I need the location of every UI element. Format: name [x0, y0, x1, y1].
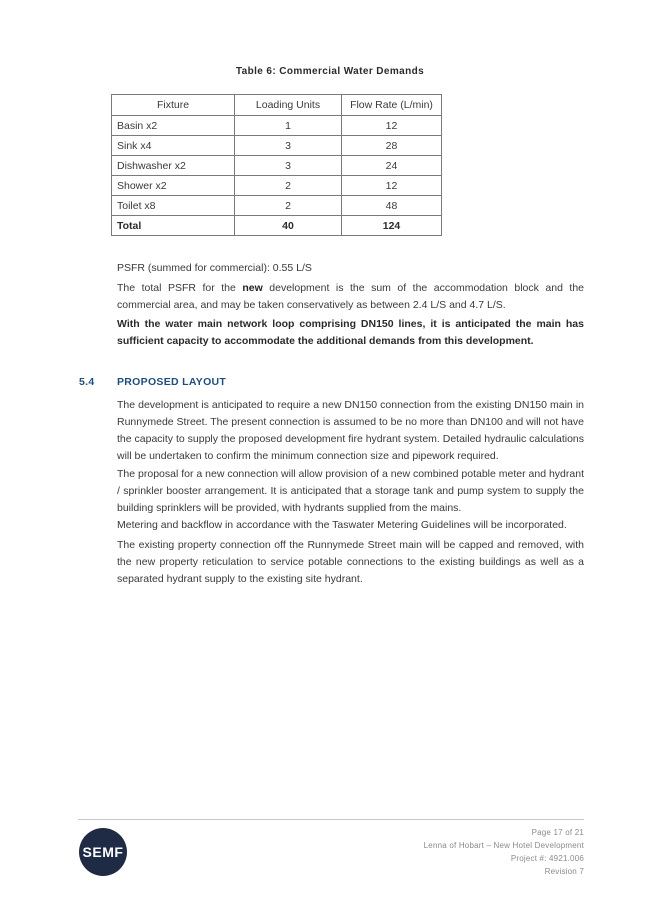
- cell-flow: 48: [342, 196, 442, 216]
- total-label: Total: [112, 216, 235, 236]
- cell-flow: 28: [342, 136, 442, 156]
- cell-fixture: Toilet x8: [112, 196, 235, 216]
- section-number: 5.4: [79, 376, 95, 388]
- water-demands-table: [111, 94, 442, 236]
- table-row: [112, 116, 442, 136]
- table-row: [112, 156, 442, 176]
- cell-units: 3: [235, 136, 342, 156]
- footer-project-name: Lenna of Hobart – New Hotel Development: [423, 841, 584, 850]
- table-row: [112, 196, 442, 216]
- psfr-commercial-line: PSFR (summed for commercial): 0.55 L/S: [117, 262, 312, 274]
- cell-fixture: Dishwasher x2: [112, 156, 235, 176]
- cell-units: 1: [235, 116, 342, 136]
- table-row: [112, 136, 442, 156]
- header-fixture: Fixture: [112, 95, 235, 116]
- table-total-row: [112, 216, 442, 236]
- section-title: PROPOSED LAYOUT: [117, 376, 227, 388]
- total-psfr-suffix: development is the sum of the accommodation block and the commercial area, and may be taken conservatively as between 2.4 L/S and 4.7 L/S.: [117, 282, 585, 311]
- cell-flow: 12: [342, 176, 442, 196]
- logo-text: SEMF: [82, 844, 124, 860]
- layout-paragraph-3: Metering and backflow in accordance with the Taswater Metering Guidelines will be incorporated.: [117, 519, 567, 531]
- cell-fixture: Sink x4: [112, 136, 235, 156]
- cell-fixture: Basin x2: [112, 116, 235, 136]
- layout-paragraph-2: The proposal for a new connection will allow provision of a new combined potable meter and hydrant / sprinkler booster arrangement. It is anticipated that a storage tank and pump system to supply the building sprinklers will be provided, with hydrants supplied from the mains.: [117, 468, 584, 514]
- header-flow-rate: Flow Rate (L/min): [342, 95, 442, 116]
- total-psfr-bold: new: [242, 282, 263, 294]
- total-psfr-prefix: The total PSFR for the: [117, 282, 236, 294]
- capacity-conclusion: With the water main network loop comprising DN150 lines, it is anticipated the main has sufficient capacity to accommodate the additional demands from this development.: [117, 318, 584, 347]
- header-loading-units: Loading Units: [235, 95, 342, 116]
- layout-paragraph-1: The development is anticipated to require a new DN150 connection from the existing DN150 main in Runnymede Street. The present connection is assumed to be no more than DN100 and will not have the capacity to supply the proposed development fire hydrant system. Detailed hydraulic calculations will be undertaken to confirm the minimum connection size and pipework required.: [117, 399, 584, 462]
- table-caption: Table 6: Commercial Water Demands: [235, 66, 425, 77]
- total-flow: 124: [342, 216, 442, 236]
- footer-project-number: Project #: 4921.006: [510, 854, 584, 863]
- footer-revision: Revision 7: [544, 867, 584, 876]
- cell-units: 2: [235, 176, 342, 196]
- cell-units: 2: [235, 196, 342, 216]
- footer-divider: [78, 819, 584, 820]
- footer-page-number: Page 17 of 21: [531, 828, 584, 837]
- table-header-row: [112, 95, 442, 116]
- company-logo: [79, 828, 127, 876]
- cell-units: 3: [235, 156, 342, 176]
- table-row: [112, 176, 442, 196]
- layout-paragraph-4: The existing property connection off the Runnymede Street main will be capped and removed, with the new property reticulation to service potable connections to the existing buildings as well as a separated hydrant supply to the existing site hydrant.: [117, 539, 584, 585]
- cell-flow: 12: [342, 116, 442, 136]
- total-units: 40: [235, 216, 342, 236]
- cell-fixture: Shower x2: [112, 176, 235, 196]
- cell-flow: 24: [342, 156, 442, 176]
- total-psfr-paragraph: [117, 280, 584, 314]
